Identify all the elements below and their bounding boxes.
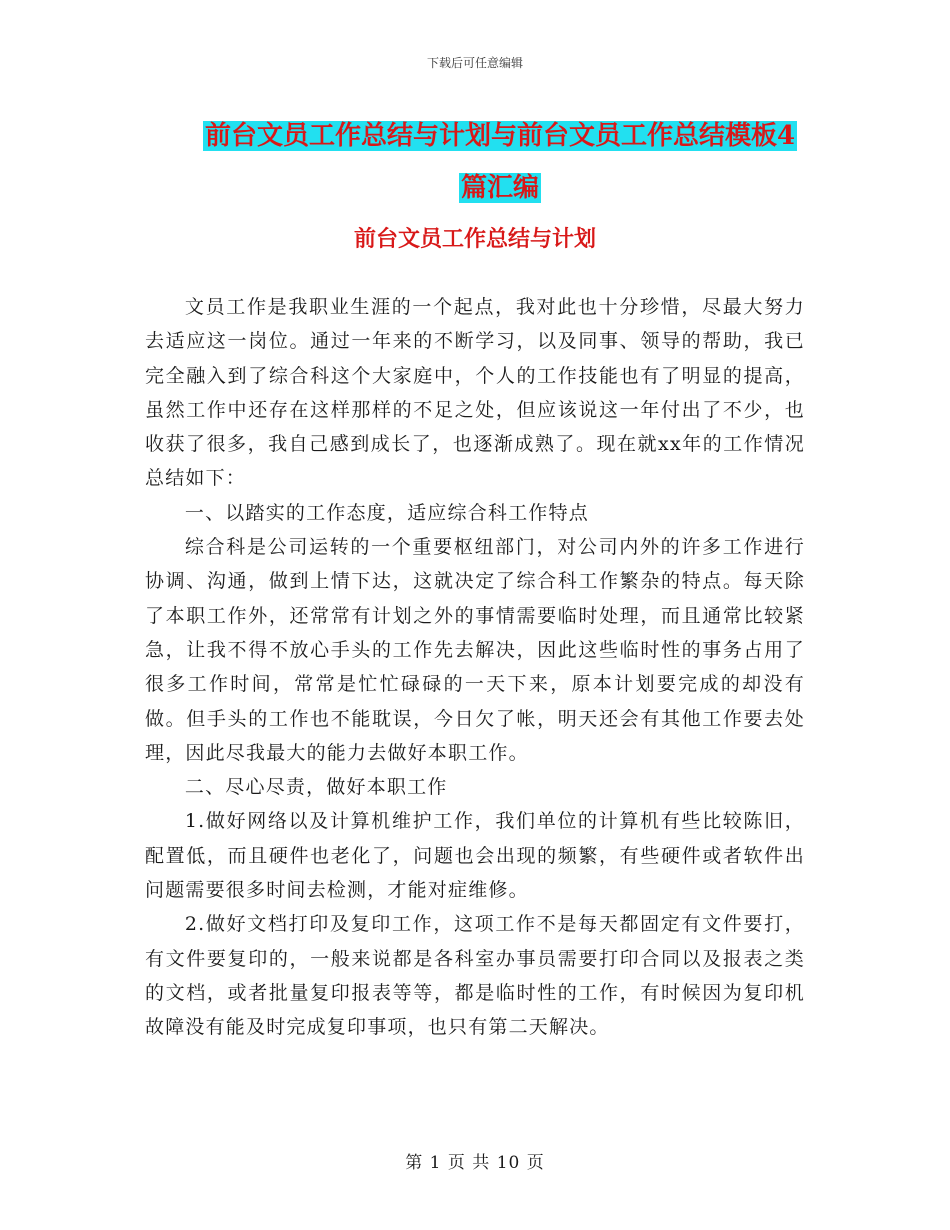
paragraph: 综合科是公司运转的一个重要枢纽部门，对公司内外的许多工作进行协调、沟通，做到上情下达，这就决定了综合科工作繁杂的特点。每天除了本职工作外，还常常有计划之外的事情需要临时处理，而且通常比较紧急，让我不得不放心手头的工作先去解决，因此这些临时性的事务占用了很多工作时间，常常是忙忙碌碌的一天下来，原本计划要完成的却没有做。但手头的工作也不能耽误，今日欠了帐，明天还会有其他工作要去处理，因此尽我最大的能力去做好本职工作。 <box>145 536 805 764</box>
paragraph: 1.做好网络以及计算机维护工作，我们单位的计算机有些比较陈旧，配置低，而且硬件也老化了，问题也会出现的频繁，有些硬件或者软件出问题需要很多时间去检测，才能对症维修。 <box>145 810 805 902</box>
paragraph: 一、以踏实的工作态度，适应综合科工作特点 <box>184 501 589 524</box>
paragraph: 2.做好文档打印及复印工作，这项工作不是每天都固定有文件要打，有文件要复印的，一般来说都是各科室办事员需要打印合同以及报表之类的文档，或者批量复印报表等等，都是临时性的工作，有时候因为复印机故障没有能及时完成复印事项，也只有第二天解决。 <box>145 913 805 1039</box>
section-title: 前台文员工作总结与计划 <box>353 226 596 252</box>
page-footer: 第 1 页 共 10 页 <box>405 1153 545 1173</box>
document-title <box>150 110 850 214</box>
document-title-line-2: 篇汇编 <box>460 173 539 203</box>
document-body <box>145 290 805 1045</box>
header-note: 下载后可任意编辑 <box>426 56 523 70</box>
document-title-line-1: 前台文员工作总结与计划与前台文员工作总结模板4 <box>204 121 796 151</box>
paragraph: 二、尽心尽责，做好本职工作 <box>184 776 448 799</box>
paragraph: 文员工作是我职业生涯的一个起点，我对此也十分珍惜，尽最大努力去适应这一岗位。通过一年来的不断学习，以及同事、领导的帮助，我已完全融入到了综合科这个大家庭中，个人的工作技能也有了明显的提高，虽然工作中还存在这样那样的不足之处，但应该说这一年付出了不少，也收获了很多，我自己感到成长了，也逐渐成熟了。现在就xx年的工作情况总结如下： <box>145 296 805 490</box>
